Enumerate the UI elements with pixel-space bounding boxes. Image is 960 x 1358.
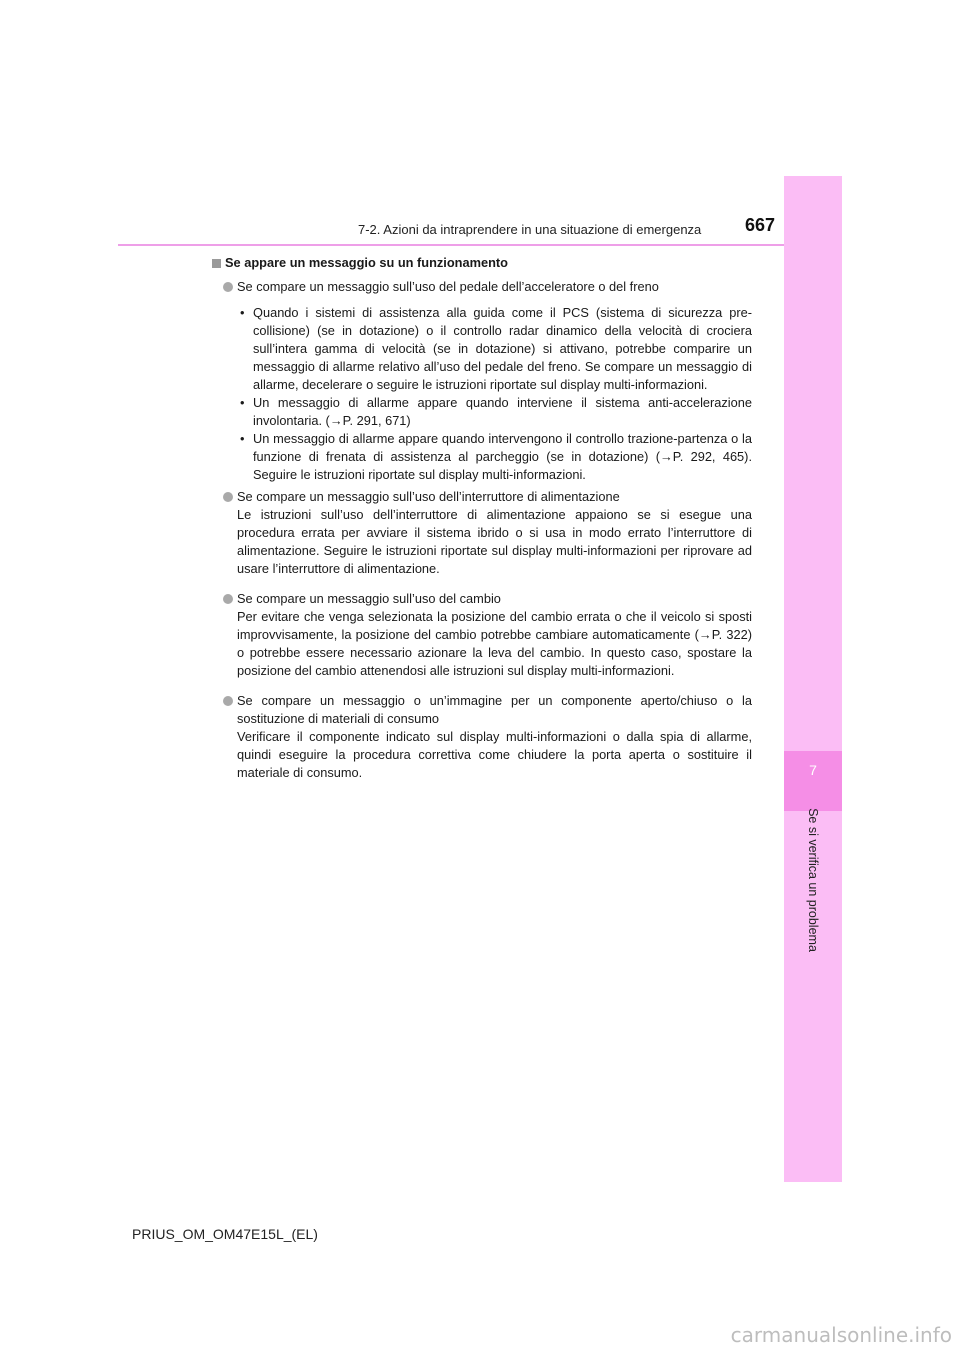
list-item <box>212 590 752 680</box>
sub-item: • Un messaggio di allarme appare quando intervengono il controllo trazione-partenza o la funzione di frenata di assistenza al parcheggio (se in dotazione) (→P. 292, 465). Seguire le istruzioni riportate sul display multi-informazioni. <box>240 431 752 482</box>
item-title: Se compare un messaggio sull’uso del pedale dell’acceleratore o del freno <box>237 279 659 294</box>
dot-bullet-icon: • <box>240 305 245 320</box>
item-text: Verificare il componente indicato sul display multi-informazioni o dalla spia di allarme, quindi eseguire la procedura correttiva come chiudere la porta aperta o sostituire il materiale di consumo. <box>237 729 752 780</box>
sub-list <box>237 304 752 484</box>
circle-bullet-icon <box>223 282 233 292</box>
circle-bullet-icon <box>223 696 233 706</box>
content <box>212 254 752 788</box>
page-number: 667 <box>745 215 776 235</box>
chapter-number: 7 <box>809 762 817 778</box>
dot-bullet-icon: • <box>240 431 245 446</box>
circle-bullet-icon <box>223 594 233 604</box>
item-text: Per evitare che venga selezionata la posizione del cambio errata o che il veicolo si sposti improvvisamente, la posizione del cambio potrebbe cambiare automaticamente (→P. 322) o potrebbe essere necessario azionare la leva del cambio. In questo caso, spostare la posizione del cambio attenendosi alle istruzioni sul display multi-informazioni. <box>237 609 752 678</box>
sub-item: • Un messaggio di allarme appare quando interviene il sistema anti-accelerazione involontaria. (→P. 291, 671) <box>240 395 752 428</box>
chapter-tab <box>784 751 842 811</box>
item-title: Se compare un messaggio sull’uso dell’interruttore di alimentazione <box>237 489 620 504</box>
side-strip <box>784 176 842 1182</box>
dot-bullet-icon: • <box>240 395 245 410</box>
chapter-label: Se si verifica un problema <box>806 808 820 952</box>
list-item <box>212 278 752 484</box>
square-bullet-icon <box>212 259 221 268</box>
sub-item: • Quando i sistemi di assistenza alla guida come il PCS (sistema di sicurezza pre-collisione) (se in dotazione) o il controllo radar dinamico della velocità di crociera sull’intera gamma di velocità (se in dotazione) si attivano, potrebbe comparire un messaggio di allarme relativo all’uso del pedale del freno. Se compare un messaggio di allarme, decelerare o seguire le istruzioni riportate sul display multi-informazioni. <box>240 305 752 392</box>
header-divider <box>118 244 784 246</box>
watermark: carmanualsonline.info <box>730 1323 952 1347</box>
item-text: Le istruzioni sull’uso dell’interruttore di alimentazione appaiono se si esegue una procedura errata per avviare il sistema ibrido o si usa in modo errato l’interruttore di alimentazione. Seguire le istruzioni riportate sul display multi-informazioni per riprovare ad usare l’interruttore di alimentazione. <box>237 507 752 576</box>
list-item <box>212 692 752 782</box>
list-item <box>212 488 752 578</box>
header-title: 7-2. Azioni da intraprendere in una situazione di emergenza <box>358 222 702 237</box>
circle-bullet-icon <box>223 492 233 502</box>
footer-code: PRIUS_OM_OM47E15L_(EL) <box>132 1226 318 1242</box>
item-title: Se compare un messaggio sull’uso del cambio <box>237 591 501 606</box>
item-title: Se compare un messaggio o un’immagine per un componente aperto/chiuso o la sostituzione di materiali di consumo <box>237 693 752 726</box>
section-heading <box>212 254 752 272</box>
section-heading-text: Se appare un messaggio su un funzionamento <box>225 255 508 270</box>
